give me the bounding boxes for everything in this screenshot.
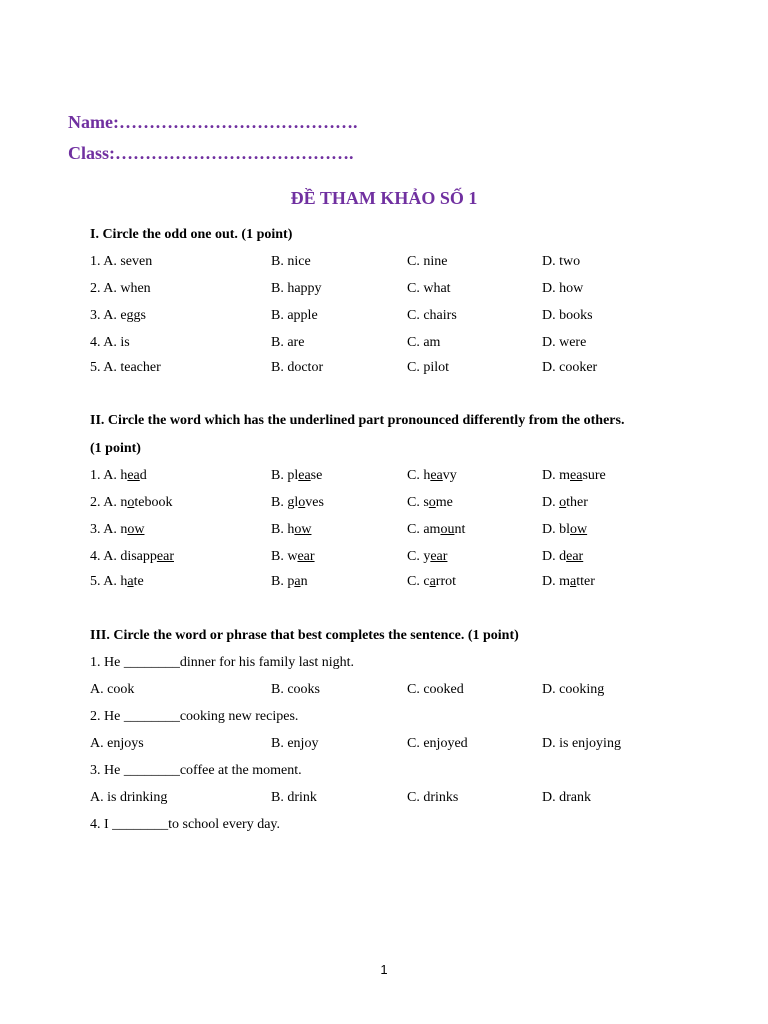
option-b: B. nice (271, 254, 311, 269)
option-b: B. apple (271, 308, 318, 323)
option-c: C. pilot (407, 360, 450, 375)
option-a: 1. A. head (90, 468, 147, 483)
underlined-part: o (298, 495, 306, 510)
question-4: 4. I ________to school every day. (90, 817, 280, 832)
underlined-part: o (428, 495, 436, 510)
option-a: 5. A. teacher (90, 360, 161, 375)
pronunciation-row (0, 495, 768, 513)
option-a: 5. A. hate (90, 574, 144, 589)
document-title: ĐỀ THAM KHẢO SỐ 1 (290, 188, 478, 208)
option-d: D. other (542, 495, 588, 510)
pronunciation-row (0, 574, 768, 592)
class-line: Class:…………………………………. (68, 143, 354, 163)
option-b: B. wear (271, 549, 315, 564)
underlined-part: ea (430, 468, 443, 483)
pronunciation-row (0, 522, 768, 540)
odd-one-out-row (0, 335, 768, 353)
page-number: 1 (380, 962, 388, 977)
option-b: B. happy (271, 281, 322, 296)
section-2-heading: II. Circle the word which has the underlined part pronounced differently from the others. (90, 413, 625, 428)
underlined-part: a (294, 574, 301, 589)
underlined-part: ear (566, 549, 584, 564)
option-d: D. books (542, 308, 593, 323)
underlined-part: o (127, 495, 135, 510)
underlined-part: ea (127, 468, 140, 483)
underlined-part: ea (570, 468, 583, 483)
name-line: Name:…………………………………. (68, 112, 358, 132)
option-b: B. how (271, 522, 312, 537)
option-a: 3. A. now (90, 522, 145, 537)
option-c: C. chairs (407, 308, 457, 323)
option-d: D. cooking (542, 682, 605, 697)
option-d: D. two (542, 254, 581, 269)
odd-one-out-row (0, 254, 768, 272)
option-c: C. some (407, 495, 453, 510)
option-b: B. are (271, 335, 305, 350)
section-1-heading: I. Circle the odd one out. (1 point) (90, 227, 293, 242)
question-3-options (0, 790, 768, 808)
underlined-part: o (559, 495, 567, 510)
underlined-part: ou (440, 522, 455, 537)
option-d: D. matter (542, 574, 595, 589)
option-b: B. gloves (271, 495, 324, 510)
option-d: D. were (542, 335, 587, 350)
option-c: C. nine (407, 254, 448, 269)
underlined-part: ea (298, 468, 311, 483)
question-1-options (0, 682, 768, 700)
option-a: 1. A. seven (90, 254, 153, 269)
section-3-heading: III. Circle the word or phrase that best completes the sentence. (1 point) (90, 628, 519, 643)
option-d: D. blow (542, 522, 588, 537)
underlined-part: a (429, 574, 436, 589)
underlined-part: ow (127, 522, 145, 537)
option-b: B. please (271, 468, 323, 483)
option-d: D. is enjoying (542, 736, 621, 751)
pronunciation-row (0, 549, 768, 567)
section-2-heading-points: (1 point) (90, 441, 141, 456)
odd-one-out-row (0, 281, 768, 299)
question-2-options (0, 736, 768, 754)
option-b: B. drink (271, 790, 317, 805)
option-a: A. cook (90, 682, 135, 697)
underlined-part: ear (156, 549, 174, 564)
option-c: C. heavy (407, 468, 457, 483)
option-a: 3. A. eggs (90, 308, 146, 323)
question-1: 1. He ________dinner for his family last night. (90, 655, 355, 670)
option-b: B. pan (271, 574, 308, 589)
option-d: D. cooker (542, 360, 598, 375)
option-d: D. drank (542, 790, 591, 805)
option-b: B. doctor (271, 360, 324, 375)
option-c: C. what (407, 281, 451, 296)
option-a: A. is drinking (90, 790, 168, 805)
odd-one-out-row (0, 360, 768, 378)
option-c: C. year (407, 549, 448, 564)
odd-one-out-row (0, 308, 768, 326)
option-d: D. dear (542, 549, 584, 564)
option-a: 2. A. notebook (90, 495, 173, 510)
underlined-part: ear (297, 549, 315, 564)
option-a: 4. A. is (90, 335, 130, 350)
option-c: C. carrot (407, 574, 456, 589)
option-b: B. enjoy (271, 736, 319, 751)
underlined-part: a (127, 574, 134, 589)
option-c: C. cooked (407, 682, 464, 697)
underlined-part: ear (430, 549, 448, 564)
underlined-part: ow (570, 522, 588, 537)
underlined-part: a (570, 574, 577, 589)
underlined-part: ow (294, 522, 312, 537)
option-d: D. measure (542, 468, 606, 483)
option-c: C. enjoyed (407, 736, 468, 751)
option-d: D. how (542, 281, 584, 296)
option-a: 2. A. when (90, 281, 151, 296)
option-a: A. enjoys (90, 736, 144, 751)
option-c: C. amount (407, 522, 466, 537)
option-b: B. cooks (271, 682, 320, 697)
option-c: C. am (407, 335, 441, 350)
pronunciation-row (0, 468, 768, 486)
question-3: 3. He ________coffee at the moment. (90, 763, 302, 778)
option-a: 4. A. disappear (90, 549, 174, 564)
option-c: C. drinks (407, 790, 459, 805)
question-2: 2. He ________cooking new recipes. (90, 709, 299, 724)
